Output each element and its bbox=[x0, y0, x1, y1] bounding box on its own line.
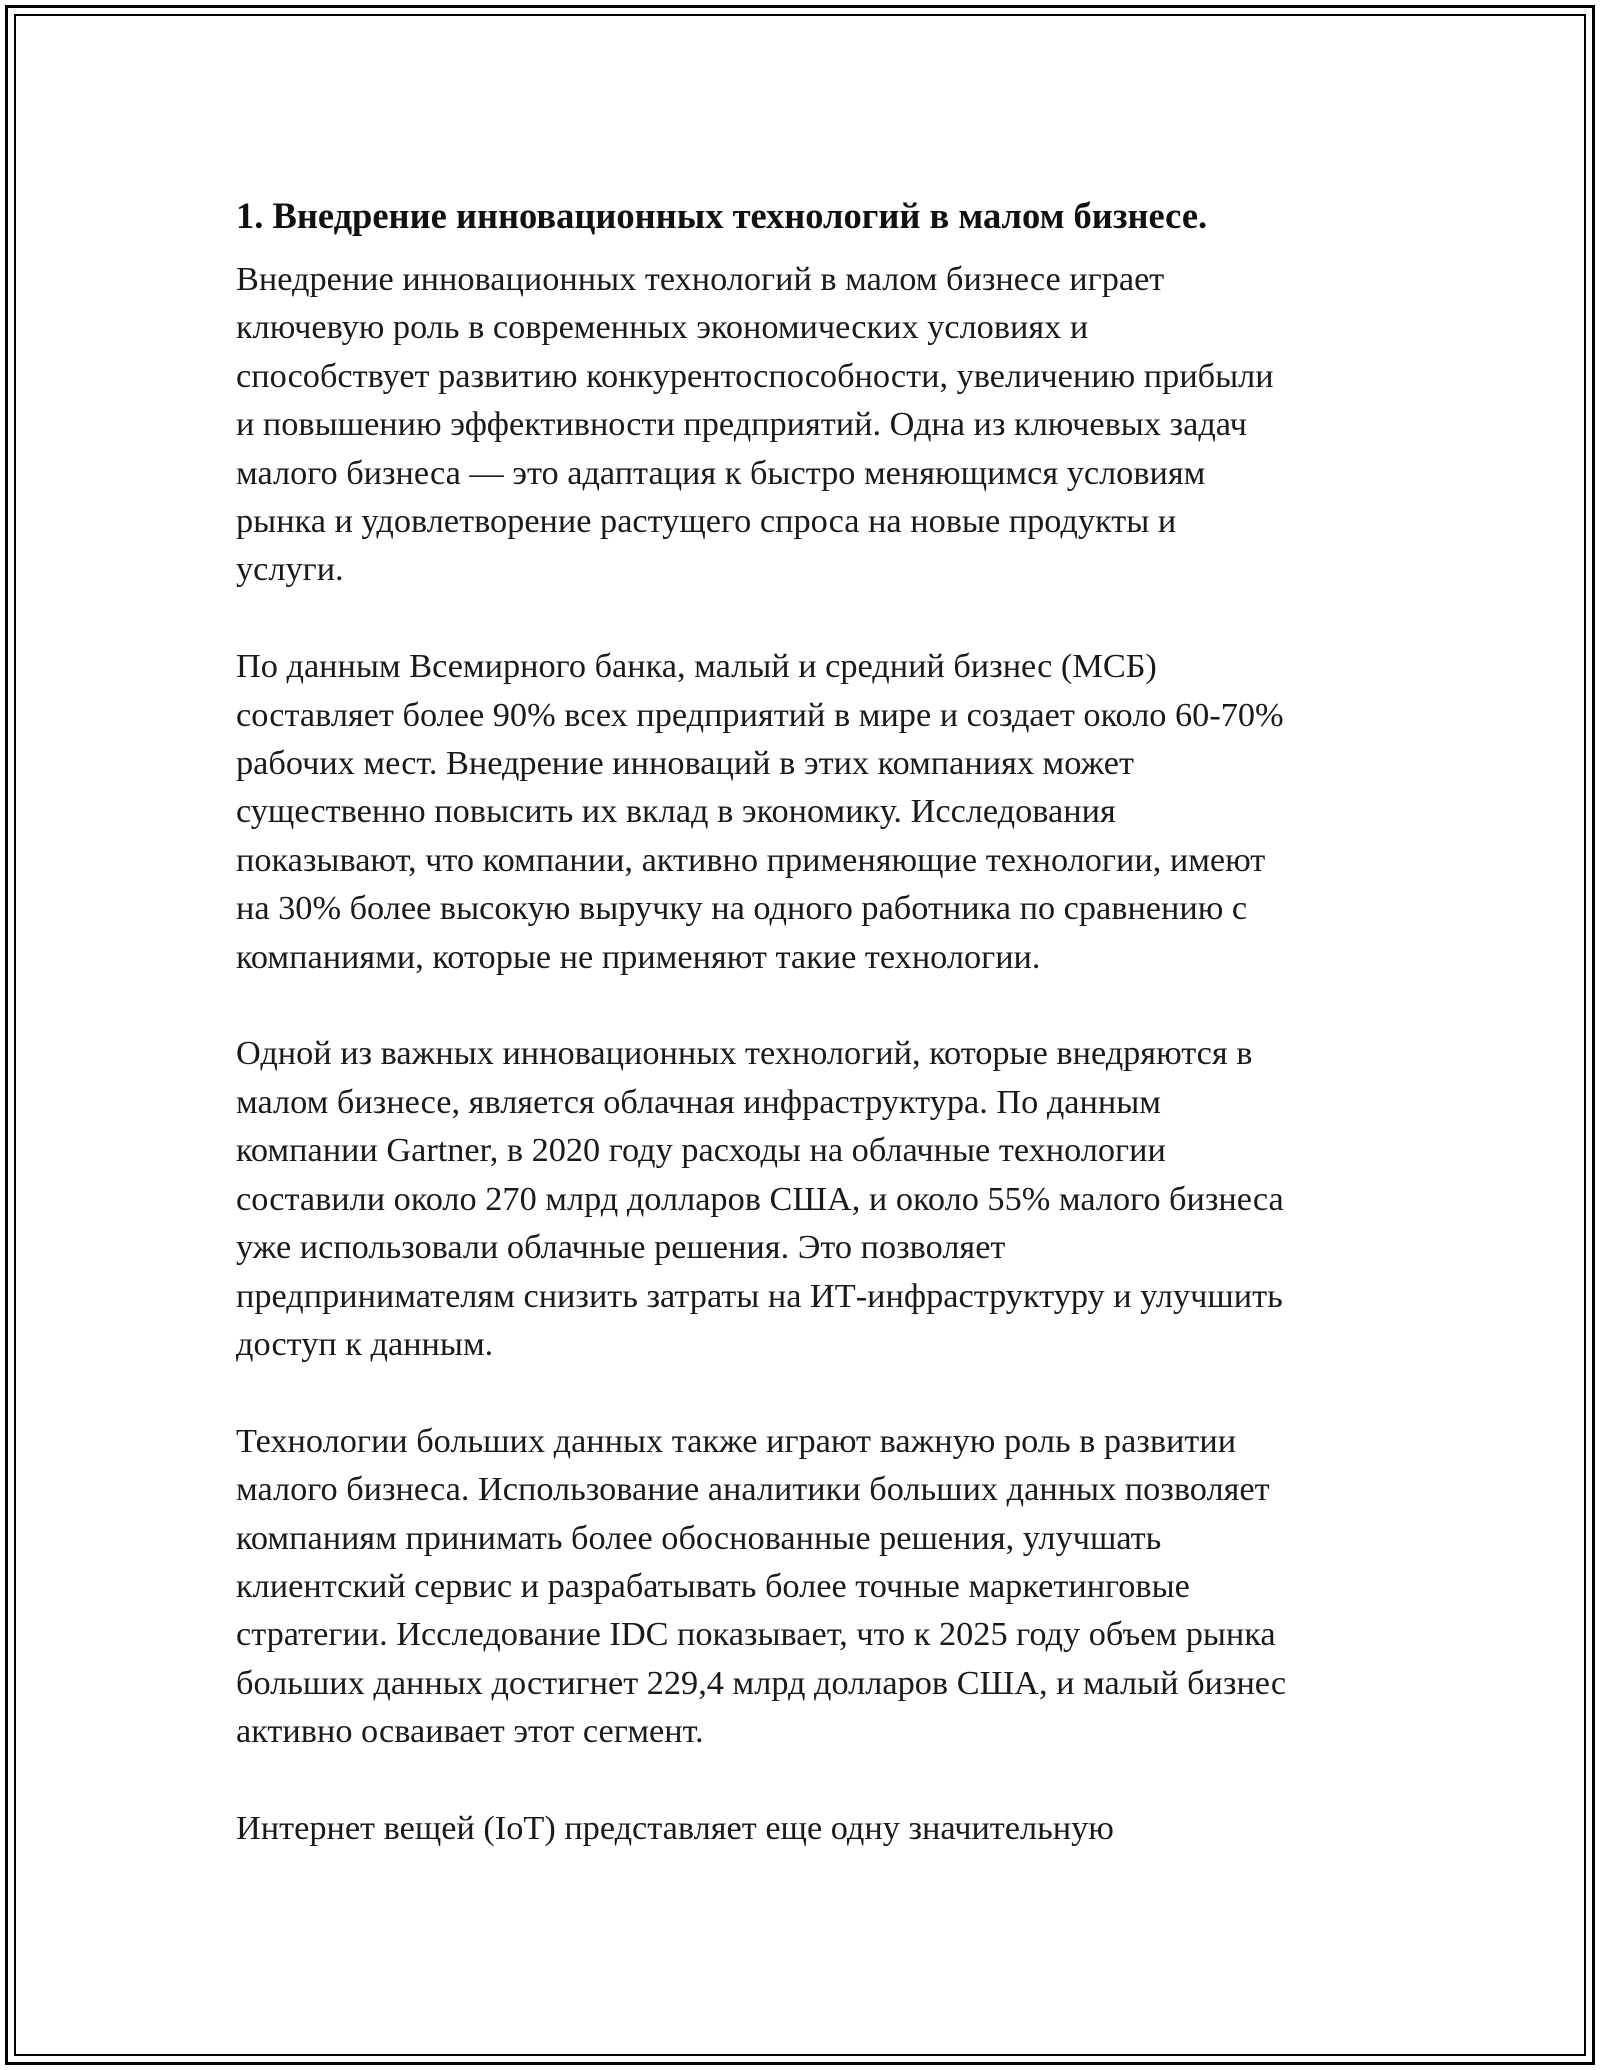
text-line: малого бизнеса — это адаптация к быстро меняющимся условиям bbox=[236, 453, 1206, 492]
paragraph-iot bbox=[236, 1804, 1386, 1852]
text-line: малого бизнеса. Использование аналитики больших данных позволяет bbox=[236, 1470, 1270, 1509]
text-line: Технологии больших данных также играют важную роль в развитии bbox=[236, 1421, 1237, 1460]
text-line: Интернет вещей (IoT) представляет еще одну значительную bbox=[236, 1808, 1114, 1847]
text-line: больших данных достигнет 229,4 млрд долларов США, и малый бизнес bbox=[236, 1663, 1287, 1702]
text-line: и повышению эффективности предприятий. Одна из ключевых задач bbox=[236, 405, 1247, 444]
text-line: существенно повысить их вклад в экономику. Исследования bbox=[236, 792, 1116, 831]
text-line: ключевую роль в современных экономических условиях и bbox=[236, 308, 1089, 347]
text-line: компаниями, которые не применяют такие технологии. bbox=[236, 937, 1041, 976]
paragraph-world-bank bbox=[236, 642, 1386, 981]
text-line: доступ к данным. bbox=[236, 1324, 494, 1363]
text-line: составили около 270 млрд долларов США, и около 55% малого бизнеса bbox=[236, 1179, 1284, 1218]
text-line: стратегии. Исследование IDC показывает, что к 2025 году объем рынка bbox=[236, 1615, 1276, 1654]
text-line: компании Gartner, в 2020 году расходы на облачные технологии bbox=[236, 1131, 1166, 1170]
text-line: малом бизнесе, является облачная инфраструктура. По данным bbox=[236, 1082, 1161, 1121]
text-line: Внедрение инновационных технологий в малом бизнесе играет bbox=[236, 260, 1165, 298]
text-line: компаниям принимать более обоснованные решения, улучшать bbox=[236, 1518, 1162, 1557]
paragraph-big-data bbox=[236, 1417, 1386, 1756]
paragraph-cloud bbox=[236, 1029, 1386, 1368]
text-line: рабочих мест. Внедрение инноваций в этих компаниях может bbox=[236, 744, 1135, 783]
text-line: рынка и удовлетворение растущего спроса на новые продукты и bbox=[236, 502, 1177, 541]
text-line: способствует развитию конкурентоспособности, увеличению прибыли bbox=[236, 356, 1274, 395]
text-line: показывают, что компании, активно применяющие технологии, имеют bbox=[236, 840, 1266, 879]
text-line: услуги. bbox=[236, 550, 344, 589]
section-heading: 1. Внедрение инновационных технологий в малом бизнесе. bbox=[236, 195, 1208, 236]
text-line: составляет более 90% всех предприятий в мире и создает около 60-70% bbox=[236, 695, 1284, 734]
text-line: клиентский сервис и разрабатывать более точные маркетинговые bbox=[236, 1566, 1190, 1605]
text-line: По данным Всемирного банка, малый и средний бизнес (МСБ) bbox=[236, 647, 1157, 686]
text-line: на 30% более высокую выручку на одного работника по сравнению с bbox=[236, 889, 1248, 928]
text-line: активно осваивает этот сегмент. bbox=[236, 1712, 704, 1751]
text-line: уже использовали облачные решения. Это позволяет bbox=[236, 1228, 1006, 1267]
document-body bbox=[236, 188, 1386, 1901]
text-line: Одной из важных инновационных технологий, которые внедряются в bbox=[236, 1034, 1253, 1073]
text-line: предпринимателям снизить затраты на ИТ-инфраструктуру и улучшить bbox=[236, 1276, 1283, 1315]
paragraph-intro bbox=[236, 255, 1386, 594]
